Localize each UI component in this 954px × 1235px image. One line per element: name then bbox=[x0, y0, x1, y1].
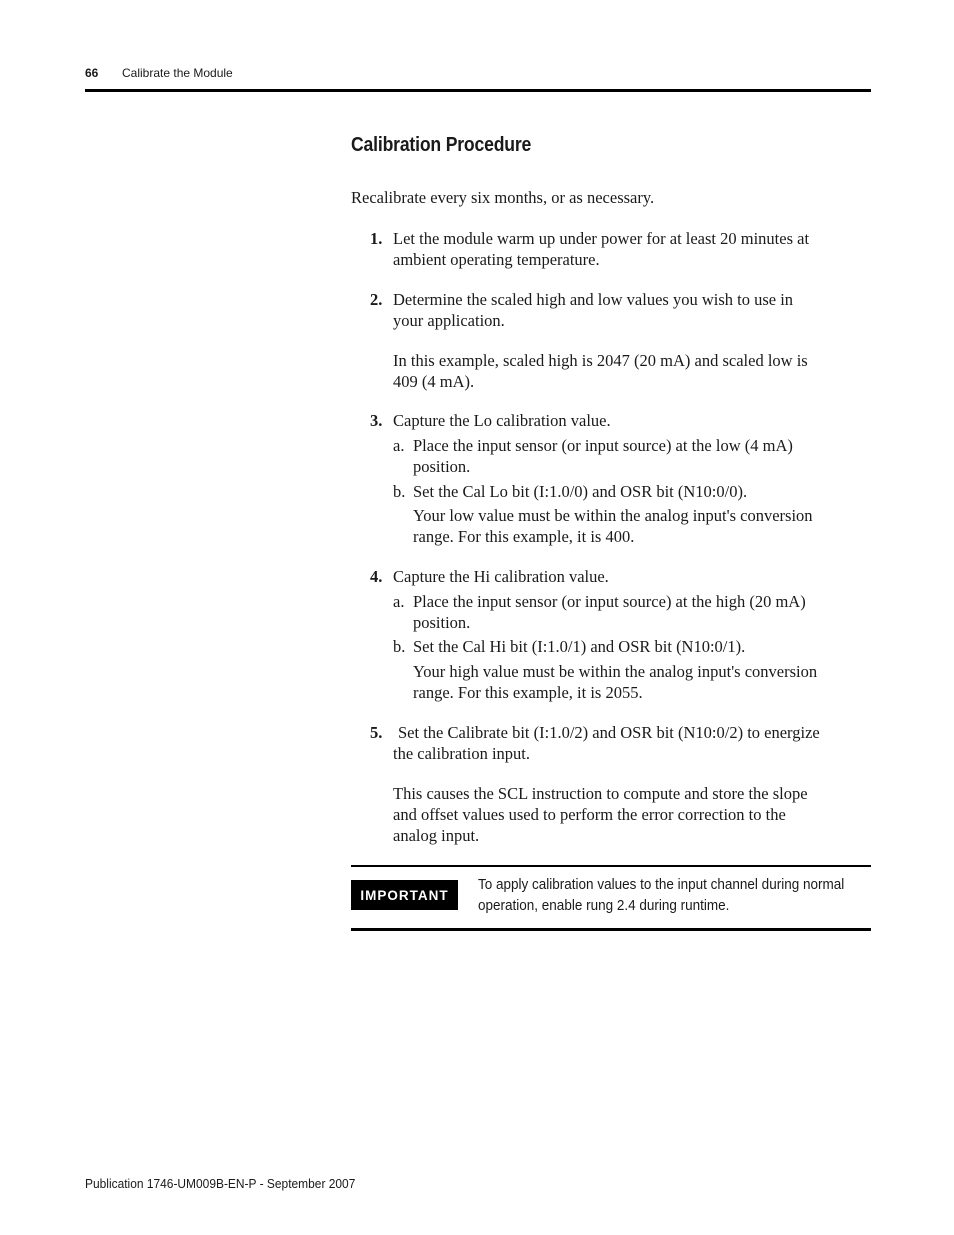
step-3a-line: position. bbox=[413, 457, 471, 476]
step-4b-note-line: Your high value must be within the analog input's conversion bbox=[413, 662, 818, 681]
important-line: operation, enable rung 2.4 during runtime. bbox=[478, 896, 730, 914]
step-2-note-line: 409 (4 mA). bbox=[393, 372, 475, 391]
step-5-line: Set the Calibrate bit (I:1.0/2) and OSR bit (N10:0/2) to energize bbox=[398, 723, 820, 742]
publication-footer: Publication 1746-UM009B-EN-P - September 2007 bbox=[85, 1176, 356, 1191]
step-1-number: 1. bbox=[370, 229, 383, 248]
step-4b-letter: b. bbox=[393, 637, 406, 656]
step-2-line: your application. bbox=[393, 311, 505, 330]
step-5-note-line: analog input. bbox=[393, 826, 480, 845]
page-number: 66 bbox=[85, 66, 99, 80]
step-3b-text: Set the Cal Lo bit (I:1.0/0) and OSR bit (N10:0/0). bbox=[413, 482, 748, 501]
step-1-line: Let the module warm up under power for at least 20 minutes at bbox=[393, 229, 810, 248]
step-3b-note-line: Your low value must be within the analog input's conversion bbox=[413, 506, 813, 525]
step-2-number: 2. bbox=[370, 290, 383, 309]
step-2-note-line: In this example, scaled high is 2047 (20 mA) and scaled low is bbox=[393, 351, 808, 370]
step-4b-note-line: range. For this example, it is 2055. bbox=[413, 683, 643, 702]
step-3b-note-line: range. For this example, it is 400. bbox=[413, 527, 635, 546]
important-label: IMPORTANT bbox=[351, 880, 458, 910]
header-rule bbox=[85, 89, 871, 92]
step-5-note-line: and offset values used to perform the error correction to the bbox=[393, 805, 786, 824]
section-title: Calibration Procedure bbox=[351, 134, 532, 156]
step-4-text: Capture the Hi calibration value. bbox=[393, 567, 609, 586]
step-3b-note bbox=[413, 505, 871, 547]
step-3a-letter: a. bbox=[393, 436, 405, 455]
step-4-number: 4. bbox=[370, 567, 383, 586]
step-2-text bbox=[393, 289, 871, 331]
step-2-line: Determine the scaled high and low values you wish to use in bbox=[393, 290, 794, 309]
step-4b-text: Set the Cal Hi bit (I:1.0/1) and OSR bit (N10:0/1). bbox=[413, 637, 746, 656]
step-3-text: Capture the Lo calibration value. bbox=[393, 411, 611, 430]
important-text bbox=[478, 875, 845, 916]
step-5-number: 5. bbox=[370, 723, 383, 742]
step-5-line: the calibration input. bbox=[393, 744, 531, 763]
step-5-note-line: This causes the SCL instruction to compute and store the slope bbox=[393, 784, 808, 803]
step-3b-letter: b. bbox=[393, 482, 406, 501]
step-3a-text bbox=[413, 435, 871, 477]
step-3a-line: Place the input sensor (or input source) at the low (4 mA) bbox=[413, 436, 793, 455]
step-5-text bbox=[393, 722, 871, 764]
step-4a-letter: a. bbox=[393, 592, 405, 611]
step-4a-text bbox=[413, 591, 871, 633]
important-bottom-rule bbox=[351, 928, 871, 931]
step-4b-note bbox=[413, 661, 871, 703]
step-3-number: 3. bbox=[370, 411, 383, 430]
step-5-note bbox=[393, 783, 871, 846]
important-line: To apply calibration values to the input channel during normal bbox=[478, 876, 845, 893]
step-4a-line: position. bbox=[413, 613, 471, 632]
chapter-title: Calibrate the Module bbox=[122, 66, 233, 80]
intro-paragraph: Recalibrate every six months, or as necessary. bbox=[351, 188, 655, 207]
step-2-note bbox=[393, 350, 871, 392]
step-1-text bbox=[393, 228, 871, 270]
important-top-rule bbox=[351, 865, 871, 867]
step-4a-line: Place the input sensor (or input source) at the high (20 mA) bbox=[413, 592, 806, 611]
step-1-line: ambient operating temperature. bbox=[393, 250, 600, 269]
